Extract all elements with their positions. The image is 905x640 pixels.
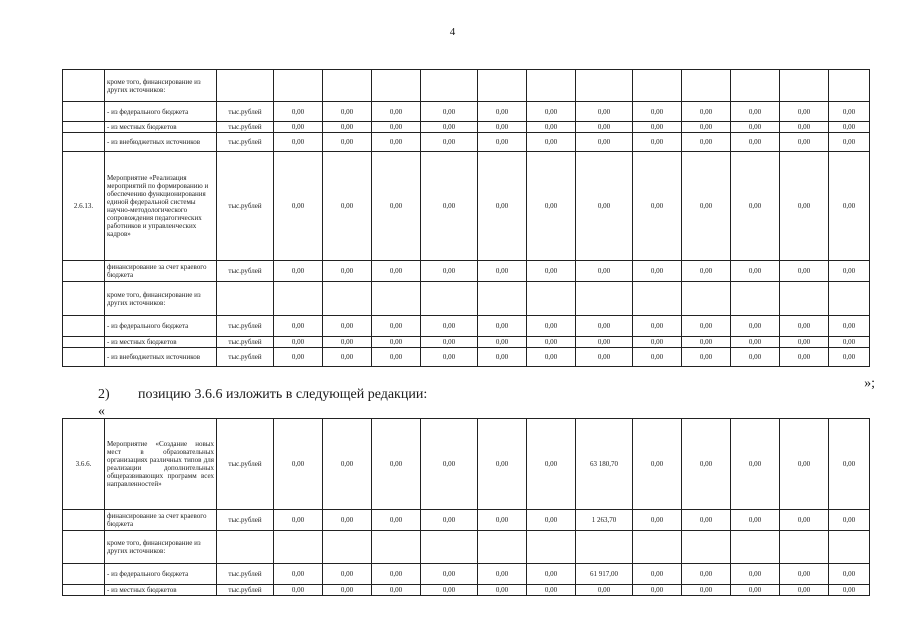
value-cell: 0,00 [478,152,527,261]
row-description: кроме того, финансирование из других источников: [105,531,217,564]
budget-table-position-3-6-6 [62,418,870,596]
value-cell [633,282,682,316]
table-row [63,348,870,367]
value-cell: 0,00 [527,122,576,133]
value-cell: 0,00 [731,122,780,133]
value-cell [372,70,421,102]
table-row [63,70,870,102]
value-cell: 0,00 [780,122,829,133]
value-cell [780,282,829,316]
value-cell: 0,00 [829,261,870,282]
table-row [63,510,870,531]
value-cell: 0,00 [829,419,870,510]
value-cell: 0,00 [274,337,323,348]
value-cell: 0,00 [682,585,731,596]
value-cell [478,531,527,564]
value-cell: 0,00 [323,102,372,122]
value-cell: 0,00 [731,261,780,282]
value-cell [274,531,323,564]
value-cell [829,70,870,102]
value-cell: 0,00 [323,348,372,367]
value-cell: 0,00 [682,133,731,152]
value-cell: 0,00 [576,133,633,152]
value-cell: 0,00 [372,585,421,596]
value-cell: 0,00 [274,564,323,585]
opening-quote: « [98,404,105,419]
value-cell: 0,00 [780,102,829,122]
value-cell: 0,00 [527,261,576,282]
value-cell [780,531,829,564]
value-cell: 0,00 [731,510,780,531]
value-cell: 0,00 [780,261,829,282]
row-code [63,102,105,122]
row-description: - из федерального бюджета [105,316,217,337]
value-cell [780,70,829,102]
value-cell [576,70,633,102]
row-code [63,122,105,133]
value-cell: 0,00 [274,152,323,261]
value-cell: 0,00 [780,133,829,152]
value-cell: 0,00 [829,510,870,531]
value-cell: 0,00 [780,152,829,261]
value-cell: 0,00 [323,510,372,531]
value-cell [372,282,421,316]
value-cell: 0,00 [478,337,527,348]
value-cell: 0,00 [274,316,323,337]
value-cell: 0,00 [421,102,478,122]
value-cell: 0,00 [576,122,633,133]
row-description: - из федерального бюджета [105,564,217,585]
row-code [63,348,105,367]
row-code [63,585,105,596]
row-description: - из местных бюджетов [105,337,217,348]
table-row [63,316,870,337]
value-cell: 0,00 [527,152,576,261]
value-cell: 63 180,70 [576,419,633,510]
value-cell [274,282,323,316]
row-unit: тыс.рублей [217,261,274,282]
value-cell [682,282,731,316]
value-cell: 0,00 [576,316,633,337]
value-cell: 0,00 [421,348,478,367]
value-cell [421,282,478,316]
value-cell: 0,00 [478,316,527,337]
row-code [63,261,105,282]
value-cell: 0,00 [682,261,731,282]
value-cell: 0,00 [478,261,527,282]
table-row [63,152,870,261]
value-cell: 0,00 [323,261,372,282]
value-cell: 0,00 [780,564,829,585]
row-unit [217,531,274,564]
value-cell: 0,00 [829,348,870,367]
table-row [63,419,870,510]
value-cell: 0,00 [323,564,372,585]
instruction-text: позицию 3.6.6 изложить в следующей редакции: [138,387,428,402]
value-cell: 1 263,70 [576,510,633,531]
row-description: - из внебюджетных источников [105,133,217,152]
value-cell [829,531,870,564]
row-unit: тыс.рублей [217,133,274,152]
value-cell: 0,00 [527,337,576,348]
instruction-item-number: 2) [98,387,110,402]
value-cell: 0,00 [421,133,478,152]
value-cell: 0,00 [633,510,682,531]
row-description: - из местных бюджетов [105,122,217,133]
value-cell [527,70,576,102]
row-unit: тыс.рублей [217,564,274,585]
row-code [63,337,105,348]
value-cell: 0,00 [731,102,780,122]
row-code [63,70,105,102]
value-cell: 0,00 [731,337,780,348]
value-cell: 0,00 [478,102,527,122]
table-row [63,337,870,348]
value-cell: 0,00 [633,316,682,337]
value-cell: 0,00 [780,348,829,367]
value-cell: 0,00 [731,133,780,152]
value-cell: 0,00 [682,152,731,261]
value-cell [527,282,576,316]
budget-table-body [63,70,870,367]
row-code [63,531,105,564]
value-cell: 0,00 [829,337,870,348]
value-cell: 0,00 [576,261,633,282]
value-cell: 0,00 [829,585,870,596]
row-unit: тыс.рублей [217,122,274,133]
table-row [63,564,870,585]
row-code: 3.6.6. [63,419,105,510]
value-cell: 0,00 [421,510,478,531]
row-code: 2.6.13. [63,152,105,261]
row-description: кроме того, финансирование из других источников: [105,70,217,102]
value-cell: 0,00 [633,102,682,122]
value-cell: 0,00 [274,348,323,367]
value-cell: 0,00 [421,122,478,133]
value-cell [829,282,870,316]
value-cell: 0,00 [731,585,780,596]
value-cell: 0,00 [323,585,372,596]
value-cell: 0,00 [633,152,682,261]
value-cell: 0,00 [576,102,633,122]
value-cell: 0,00 [478,510,527,531]
value-cell: 0,00 [527,316,576,337]
value-cell: 0,00 [421,316,478,337]
value-cell: 0,00 [274,122,323,133]
value-cell: 0,00 [682,419,731,510]
value-cell [323,531,372,564]
row-code [63,510,105,531]
value-cell: 0,00 [323,122,372,133]
value-cell [421,70,478,102]
row-description: кроме того, финансирование из других источников: [105,282,217,316]
value-cell [731,282,780,316]
row-unit: тыс.рублей [217,152,274,261]
value-cell [372,531,421,564]
value-cell: 0,00 [372,152,421,261]
value-cell [274,70,323,102]
value-cell: 0,00 [274,510,323,531]
value-cell: 0,00 [633,261,682,282]
value-cell [731,531,780,564]
value-cell: 0,00 [372,419,421,510]
value-cell: 0,00 [527,133,576,152]
value-cell: 0,00 [372,510,421,531]
row-code [63,133,105,152]
row-description: Мероприятие «Реализация мероприятий по формированию и обеспечению функционирования единой федеральной системы научно-методологического сопровождения педагогических работников и управленческих кадров» [105,152,217,261]
value-cell: 0,00 [731,348,780,367]
value-cell [323,282,372,316]
row-unit: тыс.рублей [217,419,274,510]
budget-table-body [63,419,870,596]
value-cell: 0,00 [274,102,323,122]
table-row [63,531,870,564]
table-row [63,133,870,152]
row-unit [217,70,274,102]
value-cell: 0,00 [633,122,682,133]
value-cell: 0,00 [527,564,576,585]
value-cell: 0,00 [421,337,478,348]
value-cell: 0,00 [478,348,527,367]
table-row [63,261,870,282]
row-unit: тыс.рублей [217,348,274,367]
table-row [63,282,870,316]
value-cell [731,70,780,102]
value-cell: 0,00 [682,564,731,585]
value-cell: 0,00 [633,337,682,348]
value-cell: 0,00 [633,564,682,585]
value-cell: 0,00 [829,133,870,152]
row-description: финансирование за счет краевого бюджета [105,510,217,531]
row-description: - из федерального бюджета [105,102,217,122]
value-cell: 0,00 [829,152,870,261]
value-cell: 0,00 [372,102,421,122]
value-cell: 0,00 [633,585,682,596]
value-cell [576,282,633,316]
value-cell: 0,00 [731,564,780,585]
row-unit: тыс.рублей [217,102,274,122]
value-cell: 0,00 [478,419,527,510]
value-cell [576,531,633,564]
value-cell: 0,00 [682,122,731,133]
value-cell: 0,00 [527,102,576,122]
value-cell: 0,00 [829,102,870,122]
row-description: Мероприятие «Создание новых мест в образовательных организациях различных типов для реализации дополнительных общеразвивающих программ всех направленностей» [105,419,217,510]
value-cell: 0,00 [478,585,527,596]
row-unit: тыс.рублей [217,316,274,337]
value-cell: 0,00 [323,133,372,152]
table-row [63,122,870,133]
value-cell: 0,00 [323,419,372,510]
value-cell: 0,00 [527,510,576,531]
value-cell: 0,00 [421,585,478,596]
value-cell [682,70,731,102]
value-cell: 0,00 [421,152,478,261]
value-cell [633,70,682,102]
value-cell: 61 917,00 [576,564,633,585]
value-cell: 0,00 [576,337,633,348]
page-number: 4 [449,26,456,38]
value-cell [421,531,478,564]
value-cell: 0,00 [421,419,478,510]
value-cell: 0,00 [682,510,731,531]
value-cell: 0,00 [527,419,576,510]
value-cell: 0,00 [478,564,527,585]
value-cell: 0,00 [633,133,682,152]
row-description: финансирование за счет краевого бюджета [105,261,217,282]
value-cell: 0,00 [731,316,780,337]
table-row [63,585,870,596]
value-cell: 0,00 [372,122,421,133]
budget-table-section-2-6 [62,69,870,367]
closing-quote: »; [864,376,875,391]
row-code [63,316,105,337]
row-unit [217,282,274,316]
value-cell: 0,00 [682,102,731,122]
row-unit: тыс.рублей [217,510,274,531]
value-cell: 0,00 [682,316,731,337]
row-unit: тыс.рублей [217,585,274,596]
value-cell: 0,00 [372,564,421,585]
value-cell: 0,00 [372,348,421,367]
value-cell: 0,00 [478,122,527,133]
value-cell: 0,00 [323,337,372,348]
value-cell: 0,00 [731,152,780,261]
value-cell: 0,00 [780,337,829,348]
value-cell [478,282,527,316]
amendment-instruction [98,387,427,403]
value-cell: 0,00 [829,316,870,337]
value-cell [527,531,576,564]
row-description: - из местных бюджетов [105,585,217,596]
value-cell: 0,00 [780,510,829,531]
value-cell [478,70,527,102]
value-cell: 0,00 [274,261,323,282]
value-cell: 0,00 [527,585,576,596]
table-row [63,102,870,122]
value-cell: 0,00 [633,419,682,510]
value-cell: 0,00 [682,348,731,367]
value-cell: 0,00 [576,152,633,261]
value-cell: 0,00 [421,564,478,585]
row-code [63,282,105,316]
value-cell: 0,00 [633,348,682,367]
row-code [63,564,105,585]
value-cell: 0,00 [323,152,372,261]
value-cell: 0,00 [274,585,323,596]
value-cell [323,70,372,102]
value-cell: 0,00 [421,261,478,282]
value-cell: 0,00 [372,337,421,348]
value-cell: 0,00 [323,316,372,337]
value-cell: 0,00 [682,337,731,348]
value-cell: 0,00 [372,316,421,337]
value-cell: 0,00 [372,133,421,152]
value-cell: 0,00 [829,122,870,133]
value-cell: 0,00 [372,261,421,282]
value-cell: 0,00 [527,348,576,367]
value-cell: 0,00 [478,133,527,152]
value-cell: 0,00 [576,348,633,367]
value-cell: 0,00 [274,133,323,152]
value-cell: 0,00 [780,316,829,337]
value-cell: 0,00 [829,564,870,585]
value-cell: 0,00 [780,585,829,596]
value-cell [682,531,731,564]
value-cell: 0,00 [731,419,780,510]
row-description: - из внебюджетных источников [105,348,217,367]
value-cell: 0,00 [274,419,323,510]
value-cell [633,531,682,564]
value-cell: 0,00 [576,585,633,596]
row-unit: тыс.рублей [217,337,274,348]
value-cell: 0,00 [780,419,829,510]
